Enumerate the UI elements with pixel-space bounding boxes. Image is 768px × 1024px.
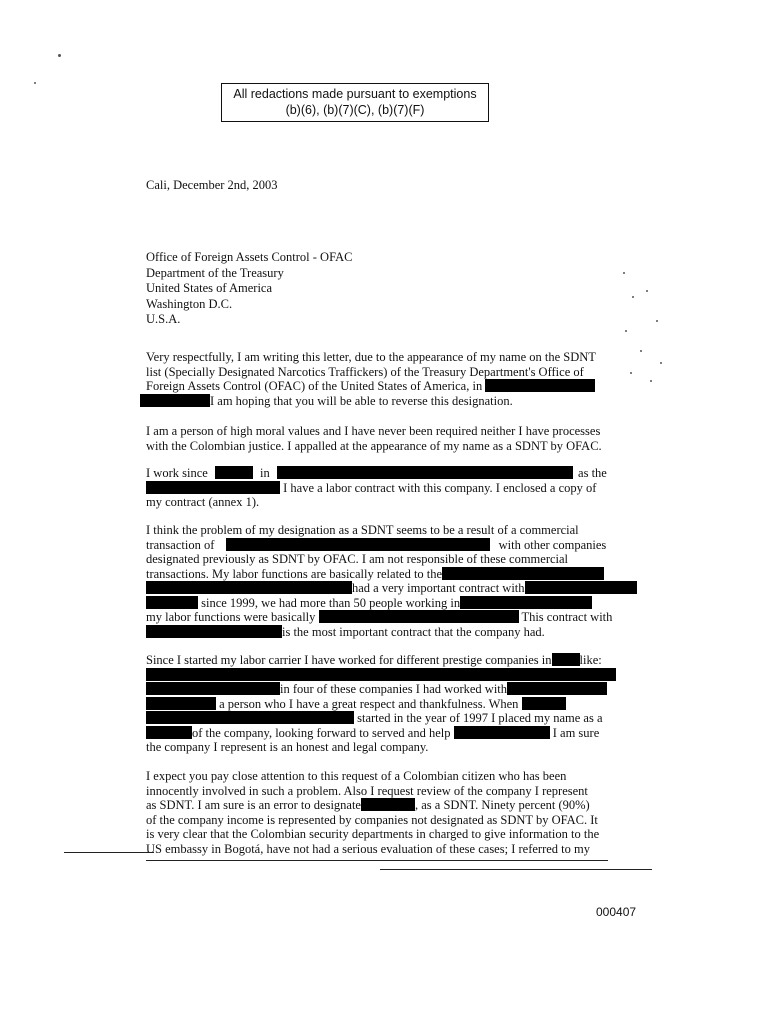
redaction-block — [146, 697, 216, 710]
text-fragment: had a very important contract with — [352, 581, 525, 595]
recipient-address — [146, 250, 352, 328]
redaction-block — [442, 567, 604, 580]
text-fragment: in — [260, 466, 270, 480]
text-fragment: a person who I have a great respect and thankfulness. When — [219, 696, 519, 711]
scan-speck — [34, 82, 36, 84]
scan-speck — [660, 362, 662, 364]
address-line: Department of the Treasury — [146, 265, 284, 280]
text-fragment: started in the year of 1997 I placed my name as a — [357, 711, 603, 725]
text-line: is very clear that the Colombian security departments in charged to give information to the — [146, 827, 600, 841]
redaction-block — [146, 481, 280, 494]
redaction-block — [140, 394, 210, 407]
text-line: the company I represent is an honest and legal company. — [146, 740, 429, 754]
redaction-block — [525, 581, 637, 594]
scan-speck — [625, 330, 627, 332]
redaction-block — [552, 653, 580, 666]
page-number: 000407 — [596, 905, 637, 919]
text-fragment: in four of these companies I had worked with — [280, 682, 508, 696]
scan-speck — [656, 320, 658, 322]
text-line — [146, 668, 616, 683]
text-fragment: as SDNT. I am sure is an error to designate — [146, 798, 361, 812]
scan-rule — [146, 860, 608, 861]
scan-speck — [58, 54, 61, 57]
text-fragment: Since I started my labor carrier I have worked for different prestige companies in — [146, 653, 552, 667]
paragraph-4 — [146, 523, 616, 639]
paragraph-2 — [146, 424, 616, 453]
stamp-line-1: All redactions made pursuant to exemptions — [233, 87, 477, 101]
text-fragment: transaction of — [146, 537, 215, 552]
text-line: I think the problem of my designation as a SDNT seems to be a result of a commercial — [146, 523, 579, 537]
redaction-block — [146, 682, 280, 695]
paragraph-3 — [146, 466, 616, 510]
redaction-block — [146, 596, 198, 609]
redaction-block — [215, 466, 253, 479]
text-fragment: I have a labor contract with this company. I enclosed a copy of — [283, 480, 597, 495]
text-line: of the company income is represented by companies not designated as SDNT by OFAC. It — [146, 812, 598, 827]
text-line — [146, 466, 616, 481]
redaction-block — [277, 466, 573, 479]
text-line: Very respectfully, I am writing this letter, due to the appearance of my name on the SDNT — [146, 350, 596, 364]
address-line: U.S.A. — [146, 312, 181, 326]
text-fragment: of the company, looking forward to served and help — [192, 725, 451, 740]
text-line — [146, 726, 616, 741]
text-line — [146, 653, 616, 668]
redaction-block — [146, 726, 192, 739]
text-line: list (Specially Designated Narcotics Traffickers) of the Treasury Department's Office of — [146, 364, 584, 379]
redaction-block — [146, 668, 616, 681]
text-line — [146, 798, 616, 813]
text-line — [146, 610, 616, 625]
text-fragment: , as a SDNT. Ninety percent (90%) — [414, 798, 590, 812]
address-line: Office of Foreign Assets Control - OFAC — [146, 250, 353, 264]
text-line: I am a person of high moral values and I have never been required neither I have processes — [146, 424, 601, 438]
redaction-block — [146, 581, 352, 594]
redaction-block — [319, 610, 519, 623]
text-line — [146, 711, 616, 726]
text-line — [140, 394, 616, 409]
text-line — [146, 596, 616, 611]
text-line — [146, 379, 616, 394]
text-fragment: I am sure — [552, 725, 600, 740]
scan-speck — [632, 296, 634, 298]
stamp-line-2: (b)(6), (b)(7)(C), (b)(7)(F) — [285, 103, 425, 117]
address-line: Washington D.C. — [146, 296, 233, 311]
redaction-block — [146, 711, 354, 724]
text-line: US embassy in Bogotá, have not had a serious evaluation of these cases; I referred to my — [146, 841, 590, 856]
paragraph-1 — [146, 350, 616, 408]
redaction-block — [460, 596, 592, 609]
redaction-block — [522, 697, 566, 710]
address-line: United States of America — [146, 281, 273, 295]
text-fragment: This contract with — [521, 610, 613, 624]
scan-speck — [630, 372, 632, 374]
text-fragment: my labor functions were basically — [146, 610, 316, 624]
redaction-block — [507, 682, 607, 695]
text-line: innocently involved in such a problem. Also I request review of the company I represent — [146, 783, 588, 798]
redaction-block — [146, 625, 282, 638]
text-line — [146, 538, 616, 553]
text-line — [146, 697, 616, 712]
redaction-stamp-box — [221, 83, 489, 122]
scan-rule — [380, 869, 652, 870]
scan-rule — [64, 852, 154, 853]
text-fragment: is the most important contract that the company had. — [282, 624, 545, 639]
text-fragment: Foreign Assets Control (OFAC) of the United States of America, in — [146, 379, 483, 393]
scan-speck — [646, 290, 648, 292]
text-line — [146, 581, 616, 596]
scan-speck — [623, 272, 625, 274]
redaction-block — [454, 726, 550, 739]
scan-speck — [640, 350, 642, 352]
text-fragment: transactions. My labor functions are basically related to the — [146, 566, 443, 581]
text-line: I expect you pay close attention to this request of a Colombian citizen who has been — [146, 769, 567, 783]
paragraph-5 — [146, 653, 616, 755]
letter-date: Cali, December 2nd, 2003 — [146, 178, 278, 192]
redaction-block — [226, 538, 490, 551]
text-line — [146, 567, 616, 582]
text-line: designated previously as SDNT by OFAC. I am not responsible of these commercial — [146, 552, 569, 566]
text-line: with the Colombian justice. I appalled at the appearance of my name as a SDNT by OFAC. — [146, 438, 602, 453]
redaction-block — [361, 798, 415, 811]
text-fragment: I work since — [146, 466, 208, 480]
paragraph-6 — [146, 769, 616, 856]
text-line — [146, 481, 616, 496]
text-fragment: with other companies — [498, 537, 607, 552]
text-fragment: I am hoping that you will be able to reverse this designation. — [210, 393, 513, 408]
text-line — [146, 625, 616, 640]
redaction-block — [485, 379, 595, 392]
text-line — [146, 682, 616, 697]
scan-speck — [650, 380, 652, 382]
text-fragment: like: — [579, 653, 602, 667]
text-fragment: as the — [578, 466, 607, 480]
text-fragment: since 1999, we had more than 50 people working in — [201, 595, 461, 610]
text-line: my contract (annex 1). — [146, 495, 260, 509]
